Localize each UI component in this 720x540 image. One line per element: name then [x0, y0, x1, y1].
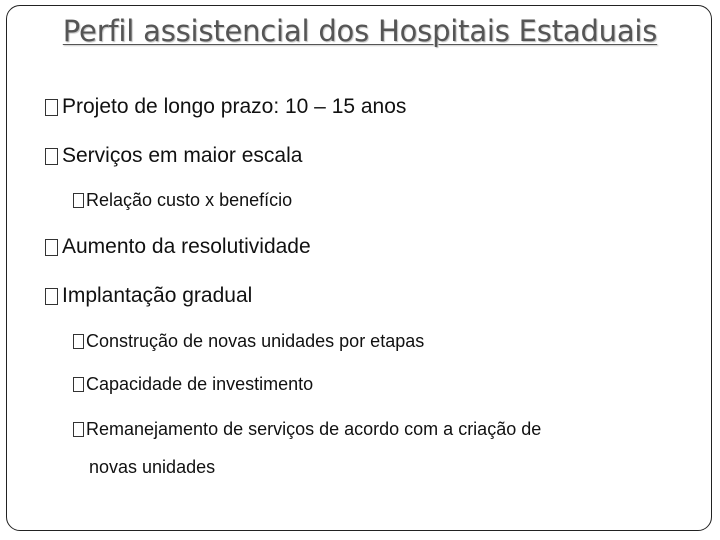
- sub-bullet-continuation: novas unidades: [89, 457, 216, 477]
- checkbox-bullet-icon: [45, 288, 58, 305]
- bullet-text: Projeto de longo prazo: 10 – 15 anos: [62, 95, 407, 118]
- bullet-text: Aumento da resolutividade: [62, 235, 311, 258]
- sub-bullet-text: Remanejamento de serviços de acordo com a criação de: [86, 419, 542, 439]
- bullet-text: Implantação gradual: [62, 284, 253, 307]
- bullet-item: [45, 284, 252, 308]
- sub-bullet-text: Relação custo x benefício: [86, 190, 293, 210]
- checkbox-bullet-icon: [45, 99, 58, 116]
- sub-bullet-item: [73, 419, 541, 440]
- checkbox-bullet-icon: [73, 193, 84, 208]
- bullet-item: [45, 144, 302, 168]
- checkbox-bullet-icon: [73, 422, 84, 437]
- checkbox-bullet-icon: [45, 239, 58, 256]
- checkbox-bullet-icon: [45, 148, 58, 165]
- checkbox-bullet-icon: [73, 334, 84, 349]
- checkbox-bullet-icon: [73, 377, 84, 392]
- sub-bullet-item: [73, 374, 313, 395]
- sub-bullet-text: Capacidade de investimento: [86, 374, 314, 394]
- sub-bullet-item: [73, 190, 292, 211]
- bullet-text: Serviços em maior escala: [62, 144, 303, 167]
- slide-frame: [6, 5, 712, 531]
- bullet-item: [45, 95, 406, 119]
- bullet-item: [45, 235, 311, 259]
- sub-bullet-text: Construção de novas unidades por etapas: [86, 331, 425, 351]
- sub-bullet-item: [73, 331, 424, 352]
- slide-title: Perfil assistencial dos Hospitais Estaduais: [62, 14, 658, 48]
